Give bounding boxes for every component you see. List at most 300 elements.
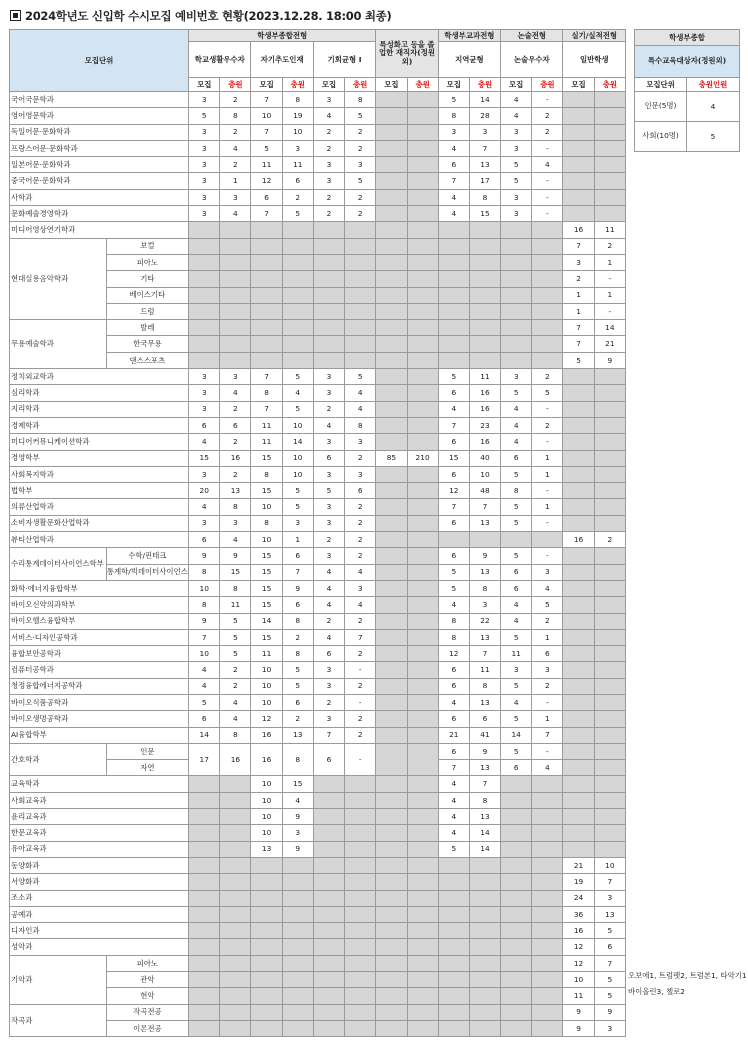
reserve-cell <box>594 629 625 645</box>
reserve-cell: 210 <box>407 450 438 466</box>
recruit-cell: 15 <box>251 548 282 564</box>
reserve-cell <box>532 303 563 319</box>
reserve-cell: - <box>532 92 563 108</box>
recruit-cell <box>313 271 344 287</box>
sub-unit-name: 작곡전공 <box>106 1004 189 1020</box>
reserve-cell <box>407 809 438 825</box>
reserve-cell: 2 <box>282 711 313 727</box>
reserve-cell: 8 <box>469 189 500 205</box>
side-unit-header: 모집단위 <box>635 78 687 92</box>
reserve-cell <box>345 972 376 988</box>
reserve-cell <box>345 939 376 955</box>
recruit-cell: 12 <box>438 483 469 499</box>
reserve-cell <box>220 939 251 955</box>
sub-unit-name: 기타 <box>106 271 189 287</box>
reserve-cell: 14 <box>594 320 625 336</box>
recruit-cell <box>189 1020 220 1036</box>
recruit-cell <box>563 124 594 140</box>
reserve-cell <box>469 906 500 922</box>
reserve-cell: 10 <box>282 466 313 482</box>
recruit-cell: 4 <box>438 401 469 417</box>
reserve-cell <box>407 874 438 890</box>
table-row <box>10 711 626 727</box>
recruit-cell: 12 <box>251 711 282 727</box>
reserve-cell <box>282 988 313 1004</box>
unit-name: 수리통계데이터사이언스학부 <box>10 548 107 581</box>
recruit-cell: 14 <box>189 727 220 743</box>
unit-name: 유아교육과 <box>10 841 189 857</box>
unit-name: 화학·에너지융합학부 <box>10 580 189 596</box>
recruit-cell <box>189 972 220 988</box>
reserve-cell: 1 <box>220 173 251 189</box>
recruit-cell: 4 <box>438 694 469 710</box>
table-row <box>10 173 626 189</box>
recruit-cell <box>563 662 594 678</box>
page-title-text: 2024학년도 신입학 수시모집 예비번호 현황(2023.12.28. 18:00 최종) <box>25 9 392 23</box>
table-row <box>10 809 626 825</box>
recruit-cell <box>251 972 282 988</box>
reserve-cell: 9 <box>282 841 313 857</box>
recruit-cell: 2 <box>313 401 344 417</box>
reserve-cell: 6 <box>345 483 376 499</box>
reserve-cell <box>345 303 376 319</box>
sub-unit-name: 드럼 <box>106 303 189 319</box>
reserve-cell: 23 <box>469 417 500 433</box>
recruit-cell <box>376 515 407 531</box>
unit-name: 정치외교학과 <box>10 369 189 385</box>
reserve-cell <box>594 711 625 727</box>
table-row <box>10 157 626 173</box>
recruit-cell: 3 <box>313 385 344 401</box>
reserve-cell <box>220 238 251 254</box>
reserve-cell <box>345 906 376 922</box>
reserve-cell <box>594 385 625 401</box>
square-bullet-icon <box>10 10 21 21</box>
recruit-cell: 9 <box>189 613 220 629</box>
unit-name: 미디어영상연기학과 <box>10 222 189 238</box>
table-row <box>10 1004 626 1020</box>
recruit-cell <box>189 939 220 955</box>
recruit-cell: 5 <box>189 694 220 710</box>
recruit-cell: 4 <box>501 417 532 433</box>
recruit-cell: 4 <box>313 580 344 596</box>
recruit-cell: 5 <box>501 548 532 564</box>
reserve-cell <box>469 972 500 988</box>
recruit-cell <box>376 157 407 173</box>
reserve-cell: 3 <box>220 369 251 385</box>
reserve-cell: - <box>345 743 376 776</box>
reserve-cell: 13 <box>469 157 500 173</box>
reserve-cell <box>220 1020 251 1036</box>
reserve-cell: 5 <box>345 108 376 124</box>
recruit-cell: 4 <box>501 401 532 417</box>
reserve-cell <box>532 287 563 303</box>
recruit-cell <box>376 955 407 971</box>
recruit-cell: 5 <box>563 352 594 368</box>
table-row <box>10 92 626 108</box>
reserve-cell: - <box>532 483 563 499</box>
recruit-cell <box>563 792 594 808</box>
recruit-cell <box>189 874 220 890</box>
recruit-cell <box>501 906 532 922</box>
reserve-cell: 4 <box>220 140 251 156</box>
recruit-cell <box>438 988 469 1004</box>
recruit-cell: 3 <box>313 466 344 482</box>
recruit-cell: 6 <box>438 662 469 678</box>
recruit-cell: 3 <box>313 157 344 173</box>
reserve-cell <box>469 336 500 352</box>
subtype-header: 학교생활우수자 <box>189 42 251 78</box>
recruit-cell: 4 <box>438 809 469 825</box>
recruit-cell <box>438 271 469 287</box>
recruit-cell: 7 <box>251 92 282 108</box>
unit-name: 동양화과 <box>10 857 189 873</box>
reserve-cell <box>220 254 251 270</box>
recruit-cell: 7 <box>563 320 594 336</box>
recruit-cell <box>376 222 407 238</box>
recruit-cell: 6 <box>313 743 344 776</box>
side-title: 학생부종합 <box>635 30 740 46</box>
recruit-cell <box>563 369 594 385</box>
reserve-cell: 2 <box>220 434 251 450</box>
reserve-cell <box>345 955 376 971</box>
recruit-cell: 3 <box>313 173 344 189</box>
reserve-cell: 5 <box>282 499 313 515</box>
recruit-cell <box>313 287 344 303</box>
reserve-cell <box>407 711 438 727</box>
reserve-cell: - <box>594 303 625 319</box>
reserve-cell <box>220 271 251 287</box>
reserve-cell: 5 <box>345 369 376 385</box>
recruit-cell <box>189 254 220 270</box>
reserve-cell: 2 <box>345 206 376 222</box>
recruit-cell <box>438 320 469 336</box>
reserve-cell: 9 <box>282 580 313 596</box>
table-row <box>10 532 626 548</box>
recruit-cell <box>313 890 344 906</box>
reserve-cell <box>345 825 376 841</box>
sub-unit-name: 피아노 <box>106 254 189 270</box>
recruit-cell <box>313 1004 344 1020</box>
reserve-cell <box>469 1020 500 1036</box>
recruit-cell <box>376 1020 407 1036</box>
reserve-cell: 2 <box>345 140 376 156</box>
reserve-cell: 16 <box>469 434 500 450</box>
reserve-cell <box>220 792 251 808</box>
reserve-cell: 2 <box>594 238 625 254</box>
reserve-cell <box>469 857 500 873</box>
recruit-cell: 1 <box>563 303 594 319</box>
reserve-cell <box>282 222 313 238</box>
reserve-cell <box>469 222 500 238</box>
reserve-cell: 7 <box>345 629 376 645</box>
reserve-cell: 3 <box>594 890 625 906</box>
reserve-cell: 9 <box>594 352 625 368</box>
recruit-cell: 6 <box>189 417 220 433</box>
reserve-cell <box>594 825 625 841</box>
unit-name: 중국어문·문화학과 <box>10 173 189 189</box>
reserve-cell: 7 <box>594 955 625 971</box>
reserve-cell <box>345 336 376 352</box>
recruit-cell <box>563 173 594 189</box>
unit-name: 교육학과 <box>10 776 189 792</box>
reserve-cell: 3 <box>220 515 251 531</box>
recruit-cell <box>376 776 407 792</box>
recruit-cell: 12 <box>563 955 594 971</box>
reserve-cell: 8 <box>345 92 376 108</box>
recruit-cell <box>438 303 469 319</box>
reserve-cell <box>407 646 438 662</box>
recruit-cell <box>501 988 532 1004</box>
recruit-cell <box>563 140 594 156</box>
reserve-cell <box>594 434 625 450</box>
reserve-cell: 8 <box>469 580 500 596</box>
reserve-cell: 4 <box>220 711 251 727</box>
table-row <box>10 662 626 678</box>
recruit-cell: 9 <box>563 1004 594 1020</box>
recruit-cell: 11 <box>251 417 282 433</box>
reserve-cell: 6 <box>220 417 251 433</box>
reserve-cell <box>282 1004 313 1020</box>
recruit-cell: 6 <box>189 532 220 548</box>
recruit-cell: 4 <box>189 434 220 450</box>
recruit-cell <box>563 417 594 433</box>
reserve-cell: 40 <box>469 450 500 466</box>
recruit-cell <box>501 1004 532 1020</box>
recruit-cell: 10 <box>251 662 282 678</box>
unit-name: 국어국문학과 <box>10 92 189 108</box>
side-unit: 인문(5명) <box>635 92 687 122</box>
recruit-cell <box>376 254 407 270</box>
recruit-cell: 5 <box>313 483 344 499</box>
recruit-cell: 10 <box>251 532 282 548</box>
reserve-col-header: 충원 <box>220 78 251 92</box>
reserve-cell <box>220 287 251 303</box>
recruit-cell <box>251 988 282 1004</box>
reserve-cell: 6 <box>532 646 563 662</box>
recruit-cell: 3 <box>501 369 532 385</box>
reserve-cell: 3 <box>345 434 376 450</box>
recruit-cell <box>189 271 220 287</box>
recruit-cell: 8 <box>438 629 469 645</box>
recruit-cell: 7 <box>438 417 469 433</box>
reserve-cell <box>469 271 500 287</box>
recruit-cell: 15 <box>251 580 282 596</box>
reserve-cell: 9 <box>469 548 500 564</box>
recruit-cell: 3 <box>313 711 344 727</box>
reserve-cell: 3 <box>345 580 376 596</box>
table-row <box>10 694 626 710</box>
reserve-cell: 21 <box>594 336 625 352</box>
reserve-cell: 10 <box>282 417 313 433</box>
reserve-cell: 4 <box>345 564 376 580</box>
reserve-cell <box>594 548 625 564</box>
reserve-cell <box>407 369 438 385</box>
recruit-cell: 10 <box>251 809 282 825</box>
table-row <box>10 124 626 140</box>
reserve-cell: 5 <box>594 972 625 988</box>
recruit-cell <box>251 320 282 336</box>
recruit-cell <box>501 336 532 352</box>
recruit-cell: 3 <box>313 678 344 694</box>
reserve-cell: - <box>532 743 563 759</box>
recruit-cell <box>376 678 407 694</box>
reserve-cell <box>407 988 438 1004</box>
recruit-cell: 6 <box>438 711 469 727</box>
recruit-cell: 4 <box>313 417 344 433</box>
reserve-cell <box>220 1004 251 1020</box>
reserve-cell: 4 <box>345 401 376 417</box>
reserve-cell: 5 <box>220 613 251 629</box>
recruit-cell: 4 <box>313 597 344 613</box>
recruit-cell <box>313 352 344 368</box>
reserve-cell <box>220 809 251 825</box>
reserve-cell <box>282 336 313 352</box>
recruit-cell <box>376 189 407 205</box>
recruit-cell: 21 <box>563 857 594 873</box>
reserve-cell <box>594 809 625 825</box>
recruit-cell <box>501 271 532 287</box>
reserve-cell: 8 <box>220 499 251 515</box>
recruit-cell: 4 <box>438 825 469 841</box>
reserve-cell: 6 <box>282 694 313 710</box>
reserve-cell <box>532 939 563 955</box>
recruit-cell <box>313 303 344 319</box>
sub-unit-name: 수학/핀테크 <box>106 548 189 564</box>
reserve-cell <box>594 140 625 156</box>
recruit-cell: 6 <box>438 434 469 450</box>
subtype-header: 기회균형 I <box>313 42 375 78</box>
reserve-cell <box>282 923 313 939</box>
recruit-cell: 5 <box>438 92 469 108</box>
reserve-cell <box>407 841 438 857</box>
subtype-header: 논술우수자 <box>501 42 563 78</box>
recruit-cell: 15 <box>251 597 282 613</box>
table-row <box>10 825 626 841</box>
reserve-cell <box>532 955 563 971</box>
recruit-cell: 8 <box>189 597 220 613</box>
recruit-cell <box>501 857 532 873</box>
reserve-col-header: 충원 <box>345 78 376 92</box>
recruit-cell <box>376 923 407 939</box>
reserve-cell: 14 <box>469 825 500 841</box>
sub-unit-name: 인문 <box>106 743 189 759</box>
reserve-cell <box>282 320 313 336</box>
recruit-cell <box>251 271 282 287</box>
sub-unit-name: 이론전공 <box>106 1020 189 1036</box>
recruit-cell <box>376 173 407 189</box>
reserve-cell: 3 <box>532 564 563 580</box>
table-row <box>10 206 626 222</box>
unit-name: 프랑스어문·문화학과 <box>10 140 189 156</box>
reserve-cell <box>407 173 438 189</box>
recruit-cell: 3 <box>313 499 344 515</box>
recruit-cell: 5 <box>438 369 469 385</box>
table-row <box>10 874 626 890</box>
recruit-cell <box>376 303 407 319</box>
reserve-cell: 2 <box>532 678 563 694</box>
table-row <box>10 646 626 662</box>
unit-name: 독일어문·문화학과 <box>10 124 189 140</box>
reserve-cell <box>407 890 438 906</box>
recruit-cell: 24 <box>563 890 594 906</box>
reserve-cell <box>532 988 563 1004</box>
recruit-col-header: 모집 <box>563 78 594 92</box>
reserve-cell <box>469 238 500 254</box>
recruit-cell <box>313 923 344 939</box>
table-row <box>10 890 626 906</box>
recruit-cell: 3 <box>501 662 532 678</box>
reserve-cell: 17 <box>469 173 500 189</box>
reserve-cell: 2 <box>532 124 563 140</box>
reserve-cell <box>469 287 500 303</box>
sub-unit-name: 통계학/빅데이터사이언스 <box>106 564 189 580</box>
recruit-cell: 5 <box>501 711 532 727</box>
reserve-cell <box>345 1004 376 1020</box>
reserve-cell: 16 <box>220 743 251 776</box>
reserve-cell <box>594 401 625 417</box>
reserve-cell: 8 <box>220 580 251 596</box>
recruit-cell <box>376 271 407 287</box>
recruit-cell: 8 <box>251 385 282 401</box>
unit-name: 의류산업학과 <box>10 499 189 515</box>
recruit-cell <box>438 254 469 270</box>
reserve-cell <box>345 776 376 792</box>
recruit-cell: 10 <box>251 792 282 808</box>
reserve-cell: 4 <box>532 157 563 173</box>
recruit-cell <box>563 743 594 759</box>
recruit-cell <box>501 238 532 254</box>
reserve-cell <box>532 825 563 841</box>
recruit-cell <box>376 646 407 662</box>
recruit-col-header: 모집 <box>376 78 407 92</box>
reserve-cell <box>345 809 376 825</box>
recruit-cell: 5 <box>438 841 469 857</box>
reserve-cell: 2 <box>220 124 251 140</box>
reserve-cell: 11 <box>469 662 500 678</box>
recruit-cell: 4 <box>438 597 469 613</box>
reserve-cell <box>469 874 500 890</box>
recruit-cell: 1 <box>563 287 594 303</box>
reserve-cell <box>469 923 500 939</box>
recruit-cell <box>313 238 344 254</box>
unit-name: 무용예술학과 <box>10 320 107 369</box>
recruit-cell <box>376 613 407 629</box>
reserve-cell <box>469 988 500 1004</box>
reserve-cell <box>594 662 625 678</box>
recruit-cell: 16 <box>251 727 282 743</box>
recruit-cell: 5 <box>501 629 532 645</box>
recruit-cell: 10 <box>563 972 594 988</box>
reserve-cell <box>282 238 313 254</box>
reserve-cell <box>220 955 251 971</box>
reserve-cell <box>594 792 625 808</box>
recruit-cell <box>376 483 407 499</box>
recruit-cell <box>376 694 407 710</box>
reserve-cell <box>407 923 438 939</box>
recruit-cell: 8 <box>189 564 220 580</box>
recruit-cell: 15 <box>251 629 282 645</box>
reserve-cell <box>407 189 438 205</box>
reserve-cell: 5 <box>282 678 313 694</box>
unit-name: AI융합학부 <box>10 727 189 743</box>
reserve-cell: 1 <box>532 499 563 515</box>
recruit-cell <box>501 874 532 890</box>
unit-name: 서양화과 <box>10 874 189 890</box>
unit-name: 현대실용음악학과 <box>10 238 107 319</box>
reserve-cell: 5 <box>220 646 251 662</box>
unit-name: 디자인과 <box>10 923 189 939</box>
